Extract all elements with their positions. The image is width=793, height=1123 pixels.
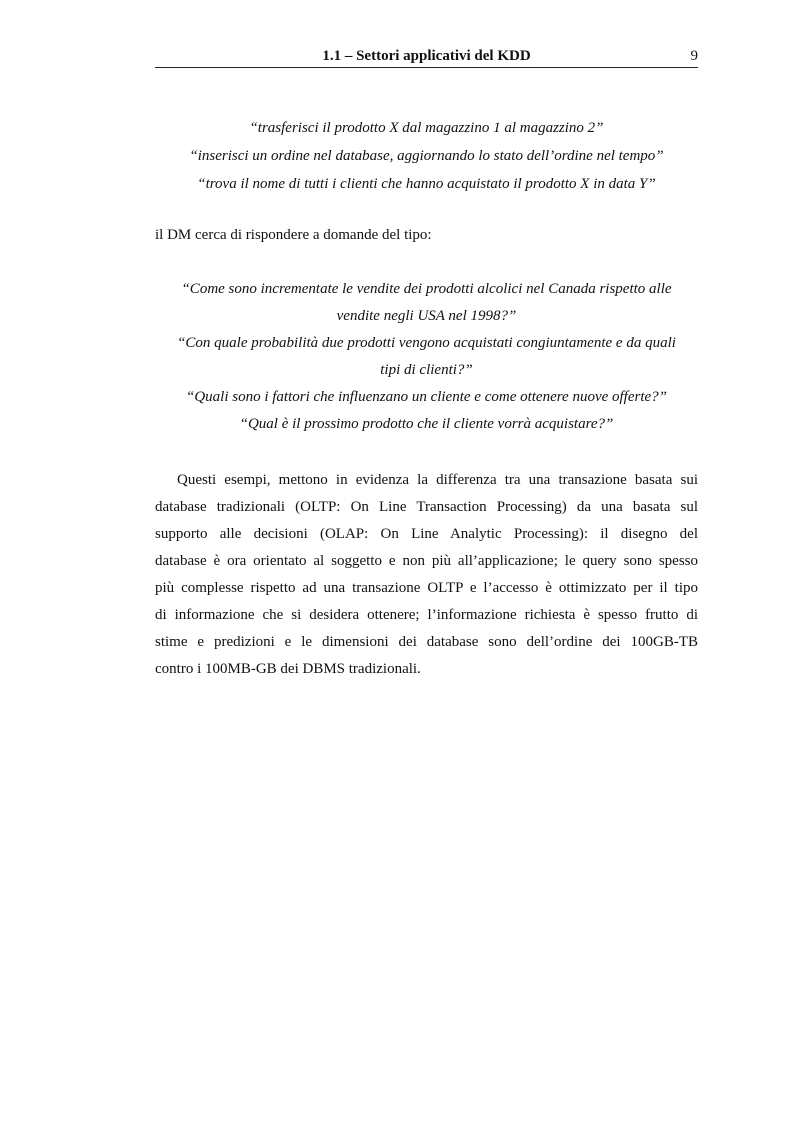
example-quote: “trasferisci il prodotto X dal magazzino 1 al magazzino 2” [249, 120, 604, 136]
dm-questions [155, 276, 698, 438]
question-line: tipi di clienti?” [380, 362, 473, 378]
intro-sentence: il DM cerca di rispondere a domande del tipo: [155, 227, 432, 243]
section-title: 1.1 – Settori applicativi del KDD [322, 48, 531, 64]
paragraph-line: contro i 100MB-GB dei DBMS tradizionali. [155, 661, 421, 677]
paragraph-line: stime e predizioni e le dimensioni dei database sono dell’ordine dei 100GB-TB [155, 634, 698, 650]
paragraph-line: di informazione che si desidera ottenere; l’informazione richiesta è spesso frutto di [155, 607, 698, 623]
question-line: “Qual è il prossimo prodotto che il cliente vorrà acquistare?” [239, 416, 614, 432]
question-line: “Con quale probabilità due prodotti vengono acquistati congiuntamente e da quali [177, 335, 676, 351]
page-number: 9 [690, 48, 698, 64]
example-quote: “inserisci un ordine nel database, aggiornando lo stato dell’ordine nel tempo” [189, 148, 664, 164]
paragraph-line: database è ora orientato al soggetto e non più all’applicazione; le query sono spesso [155, 553, 698, 569]
paragraph-line: Questi esempi, mettono in evidenza la differenza tra una transazione basata sui [177, 472, 698, 488]
running-header [155, 47, 698, 68]
oltp-examples [155, 114, 698, 198]
question-line: “Come sono incrementate le vendite dei prodotti alcolici nel Canada rispetto alle [181, 281, 672, 297]
question-line: “Quali sono i fattori che influenzano un cliente e come ottenere nuove offerte?” [185, 389, 668, 405]
body-paragraph [155, 467, 698, 683]
paragraph-line: supporto alle decisioni (OLAP: On Line Analytic Processing): il disegno del [155, 526, 698, 542]
paragraph-line: più complesse rispetto ad una transazione OLTP e l’accesso è ottimizzato per il tipo [155, 580, 698, 596]
paragraph-line: database tradizionali (OLTP: On Line Transaction Processing) da una basata sul [155, 499, 698, 515]
question-line: vendite negli USA nel 1998?” [336, 308, 517, 324]
example-quote: “trova il nome di tutti i clienti che hanno acquistato il prodotto X in data Y” [197, 176, 656, 192]
